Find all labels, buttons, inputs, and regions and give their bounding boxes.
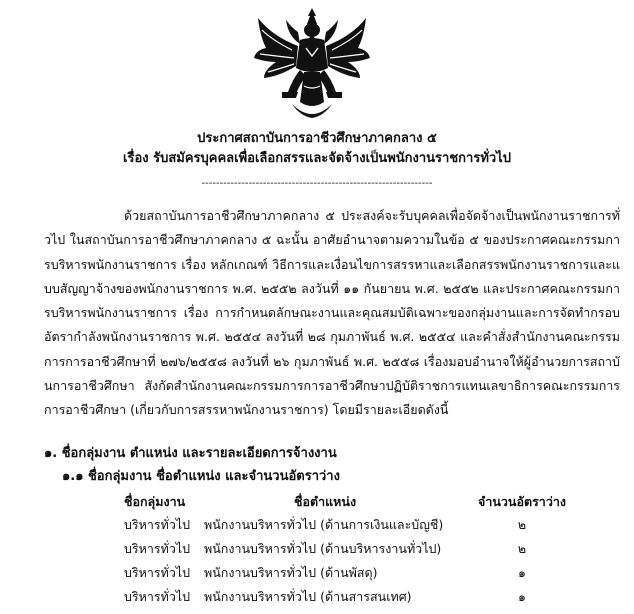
cell-vacancies: ๑ [518,589,526,604]
document-title: ประกาศสถาบันการอาชีวศึกษาภาคกลาง ๕ [197,131,437,146]
cell-group: บริหารทั่วไป [124,541,191,556]
table-row [124,561,584,585]
cell-vacancies: ๑ [518,565,526,580]
cell-vacancies: ๒ [517,541,527,556]
body-paragraph: ด้วยสถาบันการอาชีวศึกษาภาคกลาง ๕ ประสงค์จะรับบุคคลเพื่อจัดจ้างเป็นพนักงานราชการทั่วไป ในสถาบันการอาชีวศึกษาภาคกลาง ๕ ฉะนั้น อาศัยอำนาจตามความในข้อ ๕ ของประกาศคณะกรรมการบริหารพนักงานราชการ เรื่อง หลักเกณฑ์ วิธีการและเงื่อนไขการสรรหาและเลือกสรรพนักงานราชการและแบบสัญญาจ้างของพนักงานราชการ พ.ศ. ๒๕๕๒ ลงวันที่ ๑๑ กันยายน พ.ศ. ๒๕๕๒ และประกาศคณะกรรมการบริหารพนักงานราชการ เรื่อง การกำหนดลักษณะงานและคุณสมบัติเฉพาะของกลุ่มงานและการจัดทำกรอบอัตรากำลังพนักงานราชการ พ.ศ. ๒๕๕๔ ลงวันที่ ๒๘ กุมภาพันธ์ พ.ศ. ๒๕๕๔ และคำสั่งสำนักงานคณะกรรมการการอาชีวศึกษาที่ ๒๗๖/๒๕๕๘ ลงวันที่ ๒๖ กุมภาพันธ์ พ.ศ. ๒๕๕๘ เรื่องมอบอำนาจให้ผู้อำนวยการสถาบันการอาชีวศึกษา สังกัดสำนักงานคณะกรรมการการอาชีวศึกษาปฏิบัติราชการแทนเลขาธิการคณะกรรมการการอาชีวศึกษา (เกี่ยวกับการสรรหาพนักงานราชการ) โดยมีรายละเอียดดังนี้ [44,208,620,418]
header-vacancies: จำนวนอัตราว่าง [478,494,566,509]
cell-group: บริหารทั่วไป [124,565,191,580]
cell-position: พนักงานบริหารทั่วไป (ด้านสารสนเทศ) [204,589,412,604]
cell-vacancies: ๒ [517,517,527,532]
cell-group: บริหารทั่วไป [124,517,191,532]
cell-position: พนักงานบริหารทั่วไป (ด้านพัสดุ) [204,565,378,580]
cell-position: พนักงานบริหารทั่วไป (ด้านบริหารงานทั่วไป) [204,541,442,556]
section-1-heading: ๑. ชื่อกลุ่มงาน ตำแหน่ง และรายละเอียดการจ้างงาน [44,446,337,461]
header-group: ชื่อกลุ่มงาน [124,494,186,509]
garuda-emblem-icon [252,6,372,124]
document-subject: เรื่อง รับสมัครบุคคลเพื่อเลือกสรรและจัดจ้างเป็นพนักงานราชการทั่วไป [123,151,511,166]
positions-table [124,491,584,609]
cell-group: บริหารทั่วไป [124,589,191,604]
table-row [124,513,584,537]
table-row [124,537,584,561]
header-position: ชื่อตำแหน่ง [294,494,357,509]
cell-position: พนักงานบริหารทั่วไป (ด้านการเงินและบัญชี) [204,517,444,532]
table-row [124,585,584,609]
title-divider: ---------------------------------------------------------------- [201,178,433,189]
table-header-row [124,491,584,513]
section-1-1-heading: ๑.๑ ชื่อกลุ่มงาน ชื่อตำแหน่ง และจำนวนอัตราว่าง [62,469,340,484]
